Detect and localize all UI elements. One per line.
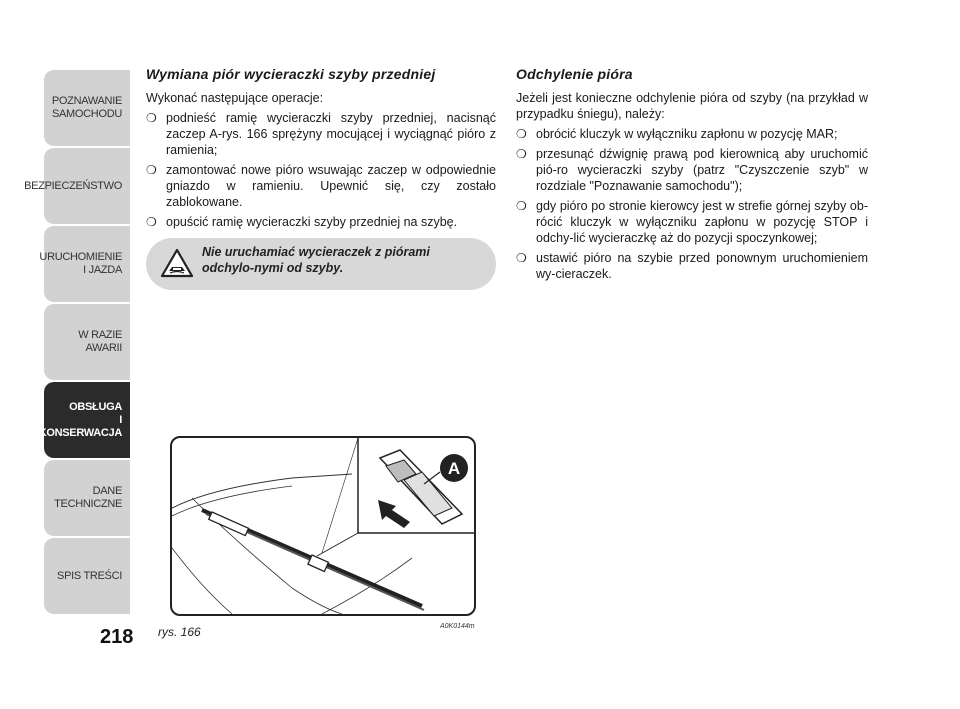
list-item: ❍ gdy pióro po stronie kierowcy jest w strefie górnej szyby ob-rócić kluczyk w wyłączniku zapłonu w pozycję STOP i odchy-lić wycieraczkę aż do pozycji spoczynkowej; xyxy=(516,198,868,246)
callout-a-label: A xyxy=(447,459,461,478)
tab-label: BEZPIECZEŃSTWO xyxy=(24,179,122,192)
list-item: ❍ przesunąć dźwignię prawą pod kierownicą aby uruchomić pió-ro wycieraczki szyby (patrz "Czyszczenie szyb" w rozdziale "Poznawanie samochodu"); xyxy=(516,146,868,194)
left-column xyxy=(146,66,496,234)
list-item: ❍ obrócić kluczyk w wyłączniku zapłonu w pozycję MAR; xyxy=(516,126,868,142)
instruction-list xyxy=(516,126,868,282)
page-number: 218 xyxy=(100,626,134,648)
tab-poznawanie-samochodu[interactable] xyxy=(44,70,132,146)
intro-text: Jeżeli jest konieczne odchylenie pióra od szyby (na przykład w przypadku śniegu), należy: xyxy=(516,91,868,121)
instruction-list xyxy=(146,110,496,230)
tab-label: W RAZIE AWARII xyxy=(78,329,122,354)
list-item: ❍ ustawić pióro na szybie przed ponownym uruchomieniem wy-cieraczek. xyxy=(516,250,868,282)
tab-label: SPIS TREŚCI xyxy=(57,569,122,582)
section-title-wiper-replacement: Wymiana piór wycieraczki szyby przedniej xyxy=(146,66,436,82)
warning-box xyxy=(146,238,496,290)
list-item: ❍ opuścić ramię wycieraczki szyby przedniej na szybę. xyxy=(146,214,496,230)
right-column xyxy=(516,66,868,286)
list-item: ❍ podnieść ramię wycieraczki szyby przedniej, nacisnąć zaczep A-rys. 166 sprężyny mocującej i wyciągnąć pióro z ramienia; xyxy=(146,110,496,158)
tab-uruchomienie-i-jazda[interactable] xyxy=(39,226,132,302)
tab-bezpieczenstwo[interactable] xyxy=(24,148,132,224)
figure-code: A0K0144m xyxy=(440,623,475,630)
warning-triangle-icon xyxy=(160,248,194,278)
wiper-illustration xyxy=(172,438,474,614)
tab-label: POZNAWANIE SAMOCHODU xyxy=(51,95,122,120)
tab-w-razie-awarii[interactable] xyxy=(44,304,132,380)
warning-text: Nie uruchamiać wycieraczek z piórami odchylo-nymi od szyby. xyxy=(202,245,430,275)
tab-spis-tresci[interactable] xyxy=(44,538,132,614)
tab-obsluga-i-konserwacja[interactable] xyxy=(38,382,132,458)
tab-label: DANE TECHNICZNE xyxy=(54,485,122,510)
figure-caption: rys. 166 xyxy=(158,625,201,639)
tab-label: OBSŁUGA I KONSERWACJA xyxy=(38,400,122,439)
intro-text: Wykonać następujące operacje: xyxy=(146,91,324,105)
tab-label: URUCHOMIENIE I JAZDA xyxy=(39,251,122,276)
wiper-figure xyxy=(170,436,476,616)
section-title-blade-tilt: Odchylenie pióra xyxy=(516,66,633,82)
tab-dane-techniczne[interactable] xyxy=(44,460,132,536)
list-item: ❍ zamontować nowe pióro wsuwając zaczep w odpowiednie gniazdo w ramieniu. Upewnić się, czy zostało zablokowane. xyxy=(146,162,496,210)
